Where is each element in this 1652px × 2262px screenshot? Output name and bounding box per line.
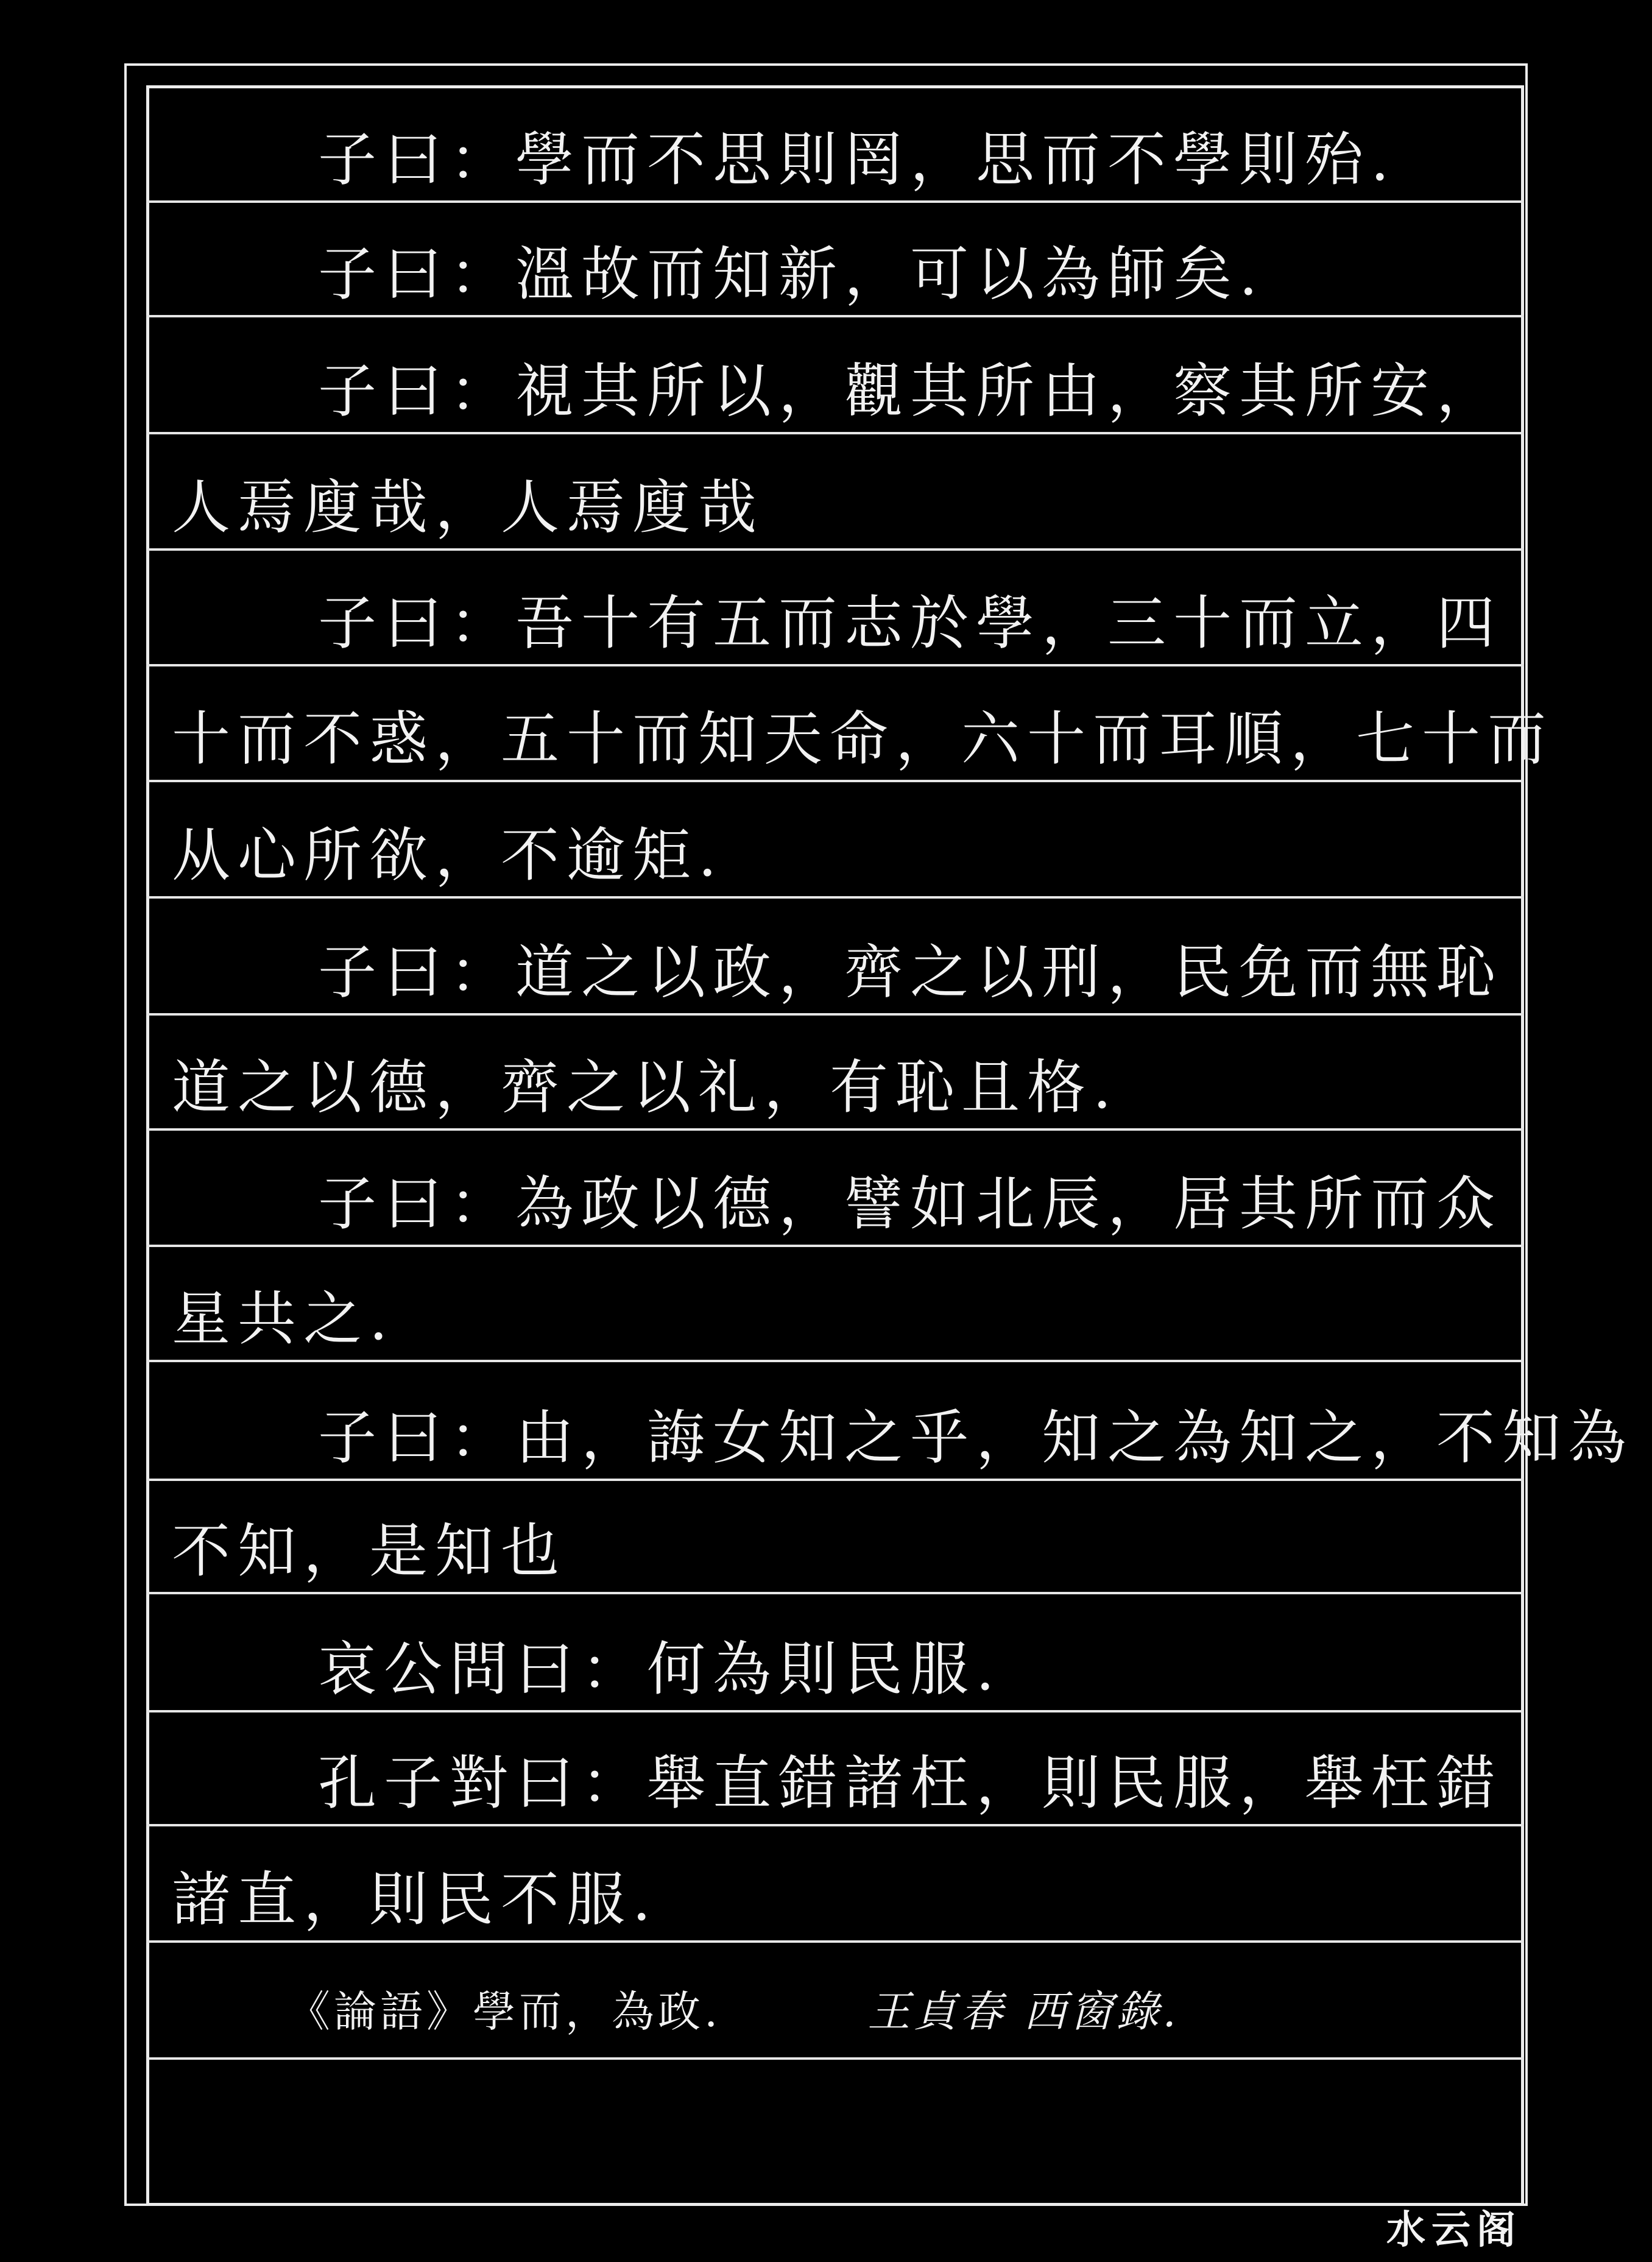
text-line: 道之以德，齊之以礼，有恥且格. xyxy=(172,1053,1119,1122)
text-line: 子曰：視其所以，觀其所由，察其所安， xyxy=(318,357,1502,425)
source-note: 《論語》學而，為政. xyxy=(288,1987,722,2037)
signature: 王貞春 西窗錄. xyxy=(867,1987,1180,2037)
text-line: 諸直，則民不服. xyxy=(172,1865,658,1934)
text-line: 不知，是知也 xyxy=(172,1517,567,1585)
text-line: 人焉廋哉，人焉廋哉 xyxy=(172,473,764,542)
text-line: 十而不惑，五十而知天命，六十而耳順，七十而 xyxy=(172,705,1553,773)
text-line: 星共之. xyxy=(172,1285,395,1353)
text-line: 子曰：溫故而知新，可以為師矣. xyxy=(318,240,1265,308)
text-line: 子曰：吾十有五而志於學，三十而立，四 xyxy=(318,589,1502,657)
text-line: 子曰：學而不思則罔，思而不學則殆. xyxy=(318,125,1397,194)
text-line: 从心所欲，不逾矩. xyxy=(172,821,724,889)
text-line: 子曰：道之以政，齊之以刑，民免而無恥 xyxy=(318,938,1502,1006)
text-line: 子曰：由，誨女知之乎，知之為知之，不知為 xyxy=(318,1404,1634,1472)
text-line: 哀公問曰：何為則民服. xyxy=(318,1635,1002,1703)
colophon-row xyxy=(172,1966,1512,2057)
ruling-line xyxy=(146,2057,1524,2060)
watermark: 水云阁 xyxy=(1386,2208,1522,2253)
text-line: 孔子對曰：舉直錯諸枉，則民服，舉枉錯 xyxy=(318,1749,1502,1817)
text-line: 子曰：為政以德，譬如北辰，居其所而众 xyxy=(318,1170,1502,1238)
